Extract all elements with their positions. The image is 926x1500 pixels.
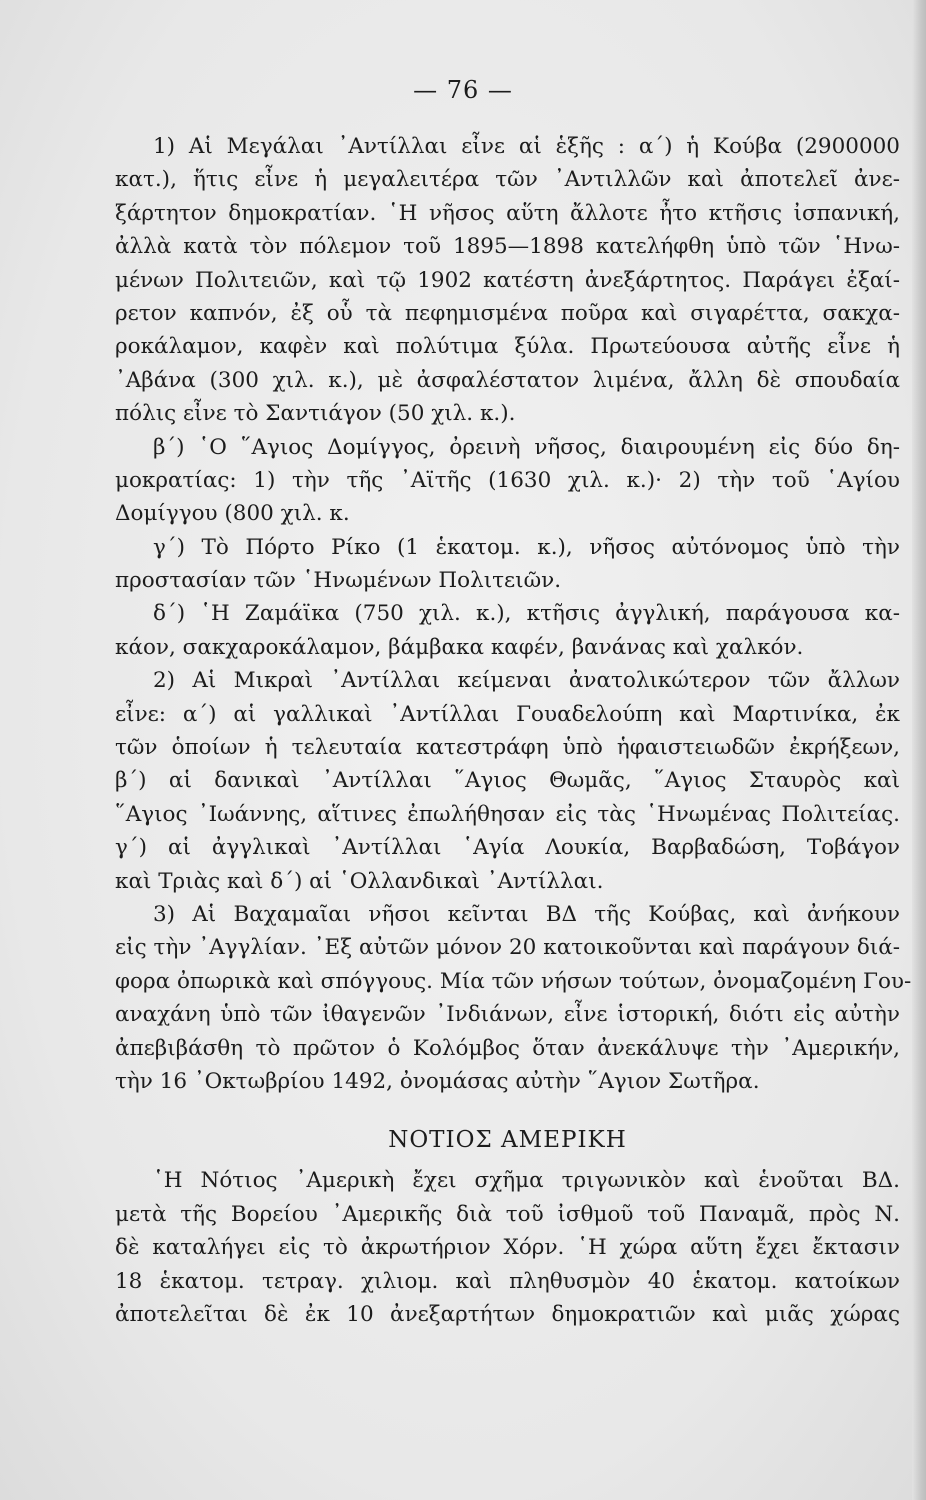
text-line: β΄) ῾Ο ῞Αγιος Δομίγγος, ὀρεινὴ νῆσος, διαιρουμένη εἰς δύο δη- [153, 434, 900, 460]
text-line: μένων Πολιτειῶν, καὶ τῷ 1902 κατέστη ἀνεξάρτητος. Παράγει ἐξαί- [115, 267, 900, 293]
text-line: 18 ἑκατομ. τετραγ. χιλιομ. καὶ πληθυσμὸν 40 ἑκατομ. κατοίκων [115, 1268, 900, 1294]
section-heading: ΝΟΤΙΟΣ ΑΜΕΡΙΚΗ [388, 1127, 627, 1154]
text-line: τῶν ὁποίων ἡ τελευταία κατεστράφη ὑπὸ ἡφαιστειωδῶν ἐκρήξεων, [115, 735, 900, 761]
text-line: 3) Αἱ Βαχαμαῖαι νῆσοι κεῖνται ΒΔ τῆς Κούβας, καὶ ἀνήκουν [153, 901, 900, 927]
text-line: εἰς τὴν ᾿Αγγλίαν. ᾿Εξ αὐτῶν μόνον 20 κατοικοῦνται καὶ παράγουν διά- [115, 935, 900, 961]
text-line: κάον, σακχαροκάλαμον, βάμβακα καφέν, βανάνας καὶ χαλκόν. [115, 634, 804, 660]
text-line: Δομίγγου (800 χιλ. κ. [115, 501, 350, 527]
text-line: ῞Αγιος ᾿Ιωάννης, αἵτινες ἐπωλήθησαν εἰς τὰς ῾Ηνωμένας Πολιτείας. [115, 801, 900, 827]
text-line: ρετον καπνόν, ἐξ οὗ τὰ πεφημισμένα ποῦρα καὶ σιγαρέττα, σακχα- [115, 300, 900, 326]
paragraphs-south-america [115, 1164, 900, 1331]
text-line: κατ.), ἥτις εἶνε ἡ μεγαλειτέρα τῶν ᾿Αντιλλῶν καὶ ἀποτελεῖ ἀνε- [115, 167, 900, 193]
text-line: τὴν 16 ᾿Οκτωβρίου 1492, ὀνομάσας αὐτὴν ῞Αγιον Σωτῆρα. [115, 1068, 760, 1094]
text-line: φορα ὀπωρικὰ καὶ σπόγγους. Μία τῶν νήσων τούτων, ὀνομαζομένη Γου- [115, 968, 912, 994]
page-edge-shadow [912, 0, 926, 1500]
body-text [115, 130, 912, 1331]
text-line: προστασίαν τῶν ῾Ηνωμένων Πολιτειῶν. [115, 568, 562, 594]
text-line: γ΄) αἱ ἀγγλικαὶ ᾿Αντίλλαι ῾Αγία Λουκία, Βαρβαδώση, Τοβάγον [115, 835, 900, 861]
text-line: καὶ Τριὰς καὶ δ΄) αἱ ῾Ολλανδικαὶ ᾿Αντίλλαι. [115, 868, 604, 894]
text-line: 2) Αἱ Μικραὶ ᾿Αντίλλαι κείμεναι ἀνατολικώτερον τῶν ἄλλων [153, 668, 900, 694]
page-number: — 76 — [413, 76, 513, 104]
paragraphs-antilles [115, 130, 912, 1098]
text-line: ἀποτελεῖται δὲ ἐκ 10 ἀνεξαρτήτων δημοκρατιῶν καὶ μιᾶς χώρας [115, 1301, 900, 1327]
text-line: αναχάνη ὑπὸ τῶν ἰθαγενῶν ᾿Ινδιάνων, εἶνε ἱστορική, διότι εἰς αὐτὴν [115, 1002, 900, 1028]
text-line: πόλις εἶνε τὸ Σαντιάγον (50 χιλ. κ.). [115, 401, 516, 427]
text-line: δὲ καταλήγει εἰς τὸ ἀκρωτήριον Χόρν. ῾Η χώρα αὕτη ἔχει ἔκτασιν [115, 1235, 900, 1261]
text-line: ξάρτητον δημοκρατίαν. ῾Η νῆσος αὕτη ἄλλοτε ἦτο κτῆσις ἰσπανική, [115, 200, 900, 226]
text-line: δ΄) ῾Η Ζαμάϊκα (750 χιλ. κ.), κτῆσις ἀγγλική, παράγουσα κα- [153, 601, 900, 627]
text-line: 1) Αἱ Μεγάλαι ᾿Αντίλλαι εἶνε αἱ ἑξῆς : α΄) ἡ Κούβα (2900000 [153, 134, 900, 159]
text-line: μετὰ τῆς Βορείου ᾿Αμερικῆς διὰ τοῦ ἰσθμοῦ τοῦ Παναμᾶ, πρὸς Ν. [115, 1201, 900, 1227]
text-line: ῾Η Νότιος ᾿Αμερικὴ ἔχει σχῆμα τριγωνικὸν καὶ ἑνοῦται ΒΔ. [153, 1168, 900, 1194]
text-line: ἀλλὰ κατὰ τὸν πόλεμον τοῦ 1895—1898 κατελήφθη ὑπὸ τῶν ῾Ηνω- [115, 234, 900, 260]
text-line: ροκάλαμον, καφὲν καὶ πολύτιμα ξύλα. Πρωτεύουσα αὐτῆς εἶνε ἡ [115, 334, 900, 360]
text-line: β΄) αἱ δανικαὶ ᾿Αντίλλαι ῞Αγιος Θωμᾶς, ῞Αγιος Σταυρὸς καὶ [115, 768, 900, 794]
text-line: ᾿Αβάνα (300 χιλ. κ.), μὲ ἀσφαλέστατον λιμένα, ἄλλη δὲ σπουδαία [115, 367, 900, 393]
text-line: μοκρατίας: 1) τὴν τῆς ᾿Αϊτῆς (1630 χιλ. κ.)· 2) τὴν τοῦ ῾Αγίου [115, 467, 900, 493]
text-line: εἶνε: α΄) αἱ γαλλικαὶ ᾿Αντίλλαι Γουαδελούπη καὶ Μαρτινίκα, ἐκ [115, 701, 900, 727]
text-line: γ΄) Τὸ Πόρτο Ρίκο (1 ἑκατομ. κ.), νῆσος αὐτόνομος ὑπὸ τὴν [153, 534, 900, 560]
text-line: ἀπεβιβάσθη τὸ πρῶτον ὁ Κολόμβος ὅταν ἀνεκάλυψε τὴν ᾿Αμερικήν, [115, 1035, 900, 1061]
